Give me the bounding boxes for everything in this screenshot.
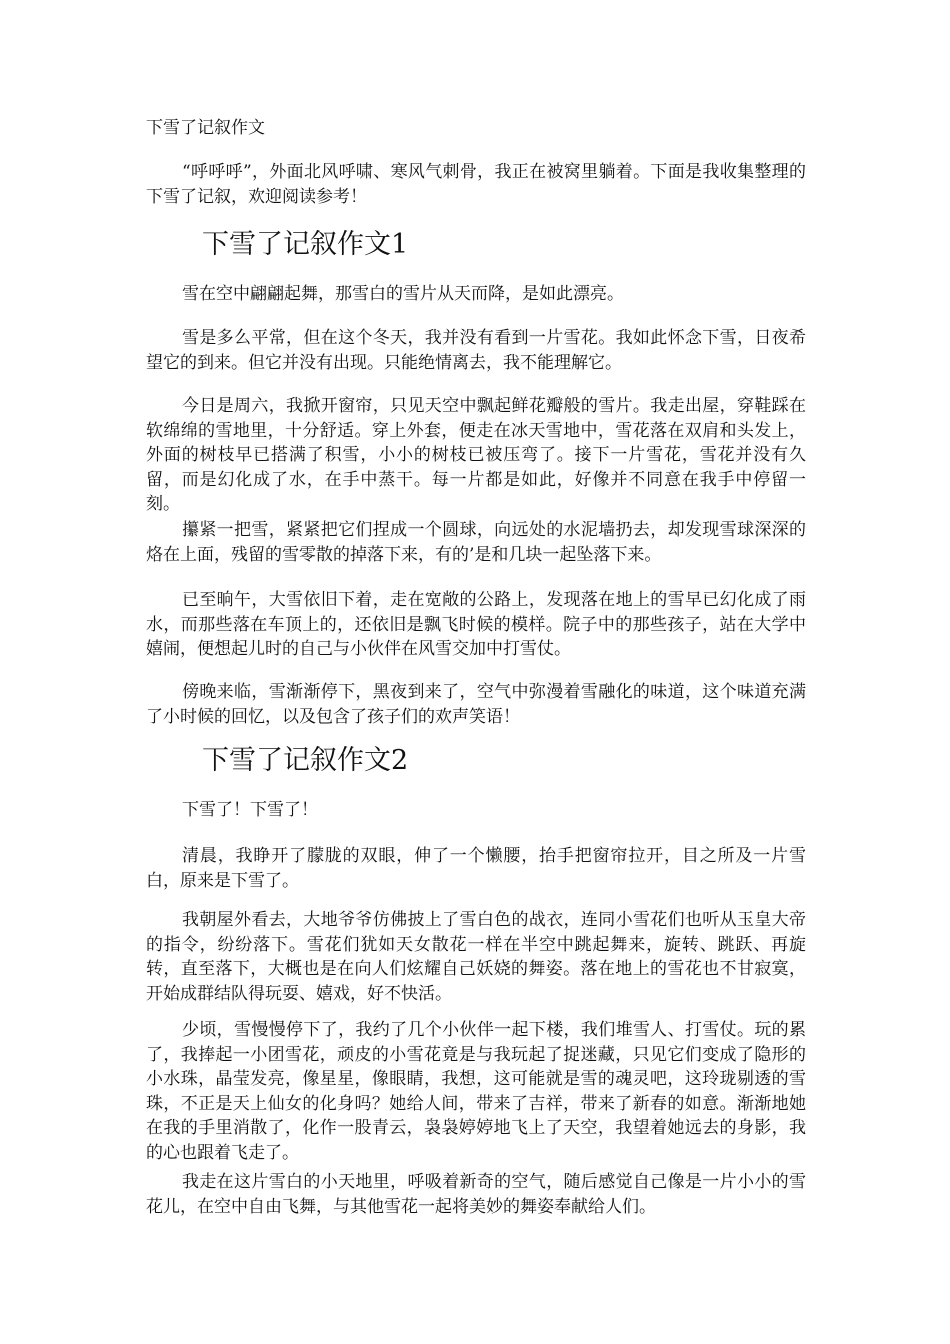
section-1-paragraph-2: 雪是多么平常，但在这个冬天，我并没有看到一片雪花。我如此怀念下雪，日夜希望它的到来。但它并没有出现。只能绝情离去，我不能理解它。 (146, 328, 806, 373)
section-2-paragraph-5: 我走在这片雪白的小天地里，呼吸着新奇的空气，随后感觉自己像是一片小小的雪花儿，在空中自由飞舞，与其他雪花一起将美妙的舞姿奉献给人们。 (146, 1172, 806, 1217)
section-1-paragraph-5: 已至晌午，大雪依旧下着，走在宽敞的公路上，发现落在地上的雪早已幻化成了雨水，而那些落在车顶上的，还依旧是飘飞时候的模样。院子中的那些孩子，站在大学中嬉闹，便想起儿时的自己与小伙伴在风雪交加中打雪仗。 (146, 590, 806, 659)
section-2-paragraph-1: 下雪了！下雪了！ (182, 800, 318, 820)
section-1-paragraph-6: 傍晚来临，雪渐渐停下，黑夜到来了，空气中弥漫着雪融化的味道，这个味道充满了小时候的回忆，以及包含了孩子们的欢声笑语！ (146, 682, 806, 727)
section-2-heading: 下雪了记叙作文2 (202, 745, 409, 776)
intro-paragraph: “呼呼呼”，外面北风呼啸、寒风气刺骨，我正在被窝里躺着。下面是我收集整理的下雪了记叙，欢迎阅读参考！ (146, 162, 806, 207)
section-2-paragraph-2: 清晨，我睁开了朦胧的双眼，伸了一个懒腰，抬手把窗帘拉开，目之所及一片雪白，原来是下雪了。 (146, 846, 806, 891)
section-2-paragraph-3: 我朝屋外看去，大地爷爷仿佛披上了雪白色的战衣，连同小雪花们也听从玉皇大帝的指令，纷纷落下。雪花们犹如天女散花一样在半空中跳起舞来，旋转、跳跃、再旋转，直至落下，大概也是在向人们炫耀自己妖娆的舞姿。落在地上的雪花也不甘寂寞，开始成群结队得玩耍、嬉戏，好不快活。 (146, 910, 806, 1004)
document-title: 下雪了记叙作文 (146, 118, 265, 138)
section-1-paragraph-3: 今日是周六，我掀开窗帘，只见天空中飘起鲜花瓣般的雪片。我走出屋，穿鞋踩在软绵绵的雪地里，十分舒适。穿上外套，便走在冰天雪地中，雪花落在双肩和头发上，外面的树枝早已搭满了积雪，小小的树枝已被压弯了。接下一片雪花，雪花并没有久留，而是幻化成了水，在手中蒸干。每一片都是如此，好像并不同意在我手中停留一刻。 (146, 396, 806, 514)
section-1-paragraph-1: 雪在空中翩翩起舞，那雪白的雪片从天而降，是如此漂亮。 (182, 284, 624, 304)
section-1-heading: 下雪了记叙作文1 (202, 229, 409, 260)
section-1-paragraph-4: 攥紧一把雪，紧紧把它们捏成一个圆球，向远处的水泥墙扔去，却发现雪球深深的烙在上面，残留的雪零散的掉落下来，有的’是和几块一起坠落下来。 (146, 520, 806, 565)
section-2-paragraph-4: 少顷，雪慢慢停下了，我约了几个小伙伴一起下楼，我们堆雪人、打雪仗。玩的累了，我捧起一小团雪花，顽皮的小雪花竟是与我玩起了捉迷藏，只见它们变成了隐形的小水珠，晶莹发亮，像星星，像眼睛，我想，这可能就是雪的魂灵吧，这玲珑剔透的雪珠，不正是天上仙女的化身吗？她给人间，带来了吉祥，带来了新春的如意。渐渐地她在我的手里消散了，化作一股青云，袅袅婷婷地飞上了天空，我望着她远去的身影，我的心也跟着飞走了。 (146, 1020, 806, 1163)
